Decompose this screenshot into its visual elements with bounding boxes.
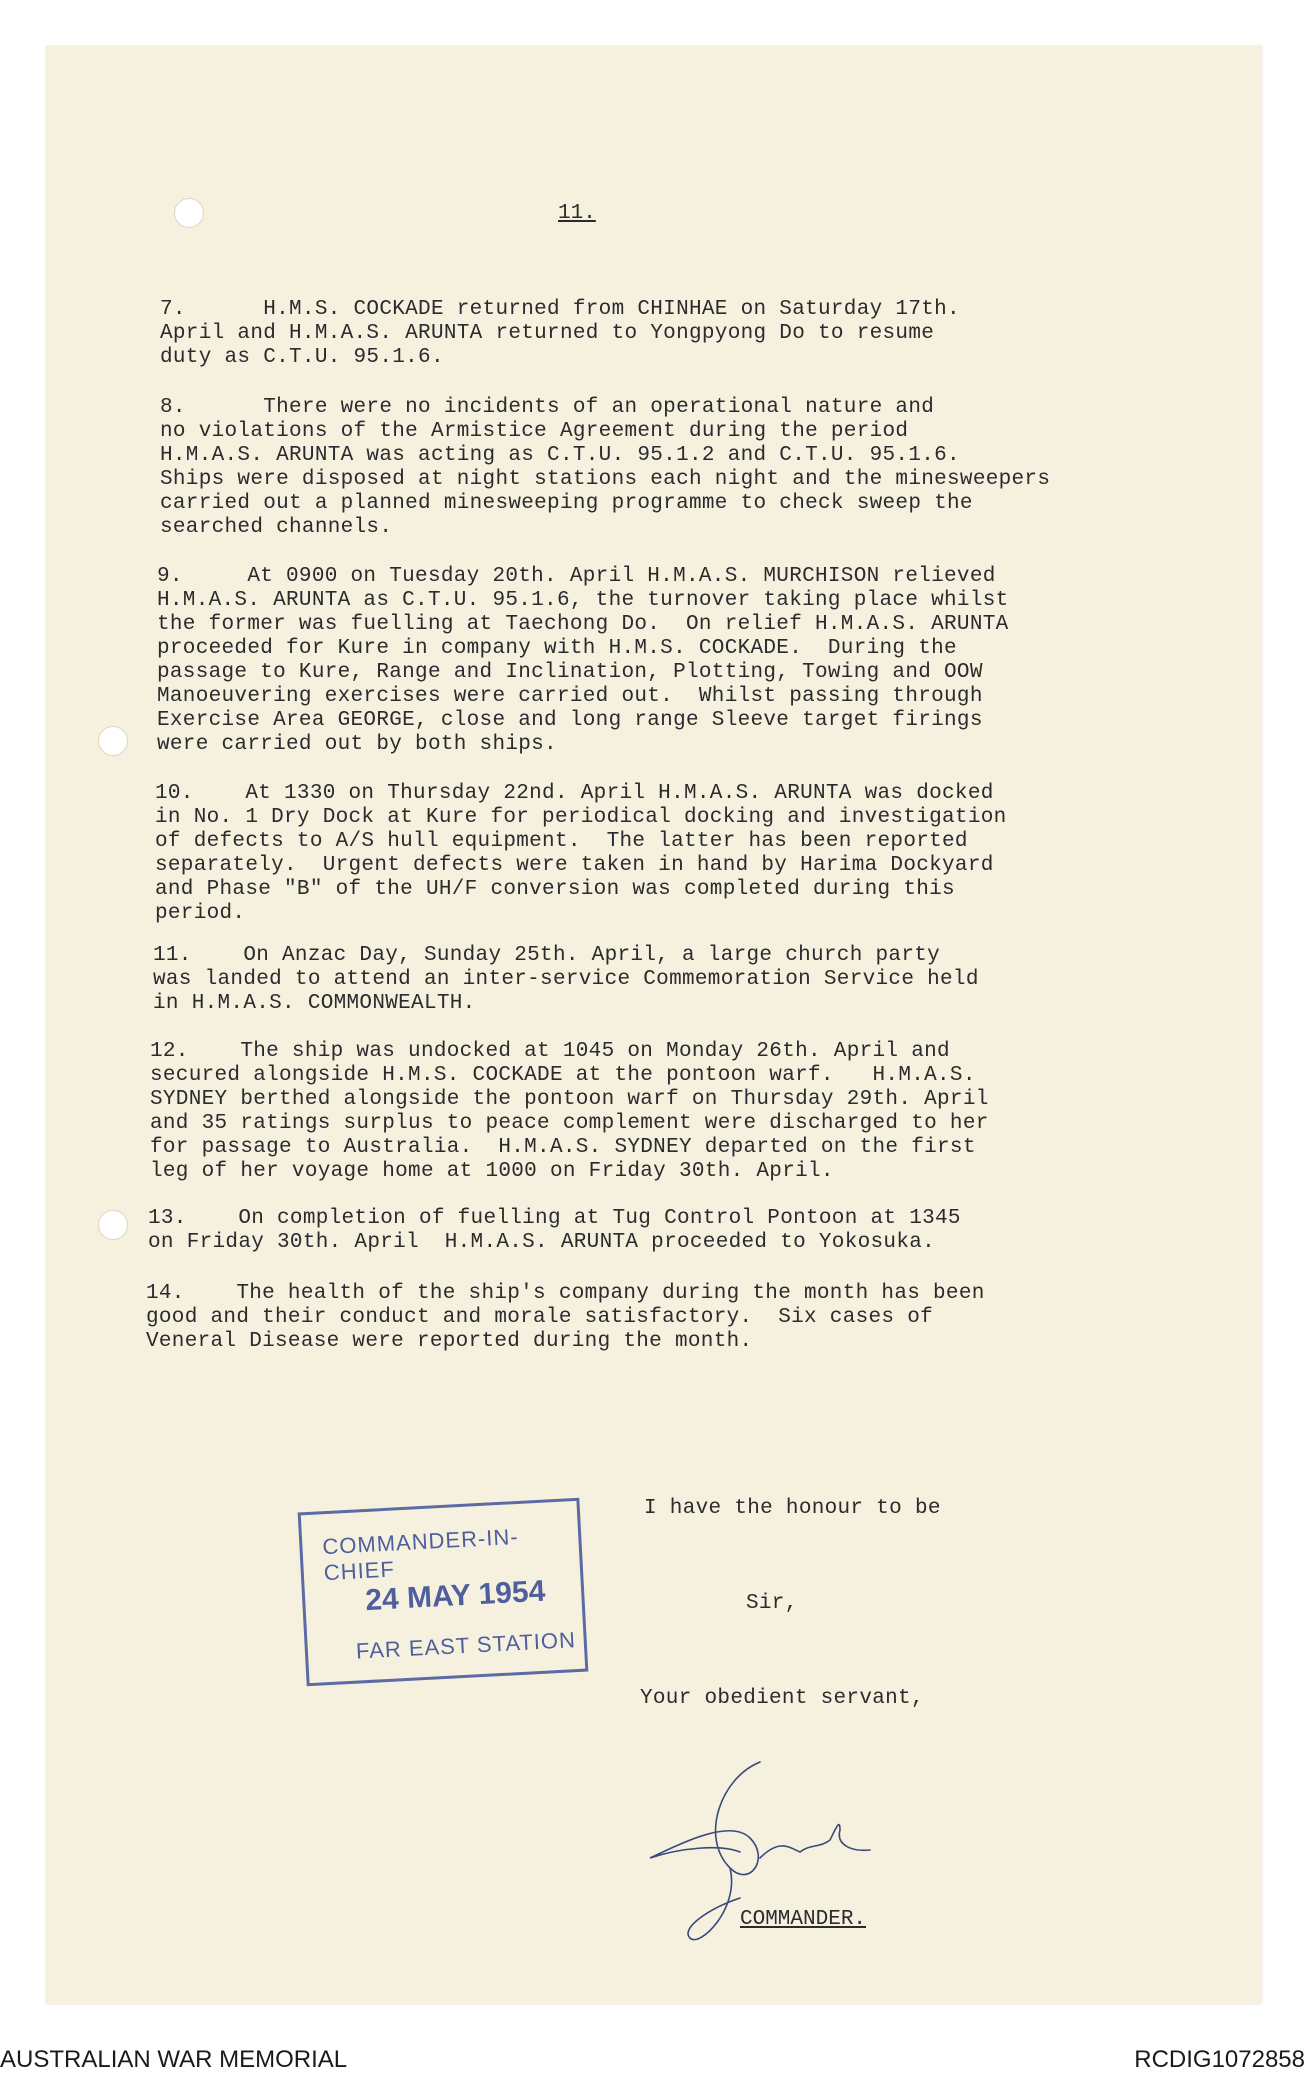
signatory-title: COMMANDER. <box>740 1908 867 1931</box>
closing-servant: Your obedient servant, <box>640 1687 924 1710</box>
paragraph-10: 10. At 1330 on Thursday 22nd. April H.M.A.S. ARUNTA was docked in No. 1 Dry Dock at Kure for periodical docking and investigation of defects to A/S hull equipment. The latter has been reported separately. Urgent defects were taken in hand by Harima Dockyard and Phase "B" of the UH/F conversion was completed during this period. <box>155 782 1007 925</box>
footer-institution: AUSTRALIAN WAR MEMORIAL <box>0 2046 348 2073</box>
punch-hole <box>174 198 204 228</box>
received-date-stamp <box>298 1498 589 1687</box>
closing-sir: Sir, <box>746 1592 798 1615</box>
footer-record-id: RCDIG1072858 <box>1134 2046 1305 2073</box>
stamp-office: COMMANDER-IN-CHIEF <box>321 1523 520 1586</box>
paragraph-7: 7. H.M.S. COCKADE returned from CHINHAE on Saturday 17th. April and H.M.A.S. ARUNTA returned to Yongpyong Do to resume duty as C.T.U. 95.1.6. <box>160 298 960 369</box>
paragraph-12: 12. The ship was undocked at 1045 on Monday 26th. April and secured alongside H.M.S. COCKADE at the pontoon warf. H.M.A.S. SYDNEY berthed alongside the pontoon warf on Thursday 29th. April and 35 ratings surplus to peace complement were discharged to her for passage to Australia. H.M.A.S. SYDNEY departed on the first leg of her voyage home at 1000 on Friday 30th. April. <box>150 1040 989 1183</box>
paragraph-11: 11. On Anzac Day, Sunday 25th. April, a large church party was landed to attend an inter-service Commemoration Service held in H.M.A.S. COMMONWEALTH. <box>153 944 979 1015</box>
paragraph-14: 14. The health of the ship's company during the month has been good and their conduct and morale satisfactory. Six cases of Veneral Disease were reported during the month. <box>146 1282 985 1353</box>
punch-hole <box>98 726 128 756</box>
stamp-station: FAR EAST STATION <box>355 1627 577 1664</box>
punch-hole <box>98 1210 128 1240</box>
stamp-date: 24 MAY 1954 <box>364 1574 547 1618</box>
paragraph-13: 13. On completion of fuelling at Tug Control Pontoon at 1345 on Friday 30th. April H.M.A.S. ARUNTA proceeded to Yokosuka. <box>148 1207 961 1254</box>
paragraph-8: 8. There were no incidents of an operational nature and no violations of the Armistice Agreement during the period H.M.A.S. ARUNTA was acting as C.T.U. 95.1.2 and C.T.U. 95.1.6. Ships were disposed at night stations each night and the minesweepers carried out a planned minesweeping programme to check sweep the searched channels. <box>160 396 1051 539</box>
paragraph-9: 9. At 0900 on Tuesday 20th. April H.M.A.S. MURCHISON relieved H.M.A.S. ARUNTA as C.T.U. 95.1.6, the turnover taking place whilst the former was fuelling at Taechong Do. On relief H.M.A.S. ARUNTA proceeded for Kure in company with H.M.S. COCKADE. During the passage to Kure, Range and Inclination, Plotting, Towing and OOW Manoeuvering exercises were carried out. Whilst passing through Exercise Area GEORGE, close and long range Sleeve target firings were carried out by both ships. <box>157 565 1009 756</box>
page-number: 11. <box>558 202 596 225</box>
closing-honour: I have the honour to be <box>644 1497 941 1520</box>
